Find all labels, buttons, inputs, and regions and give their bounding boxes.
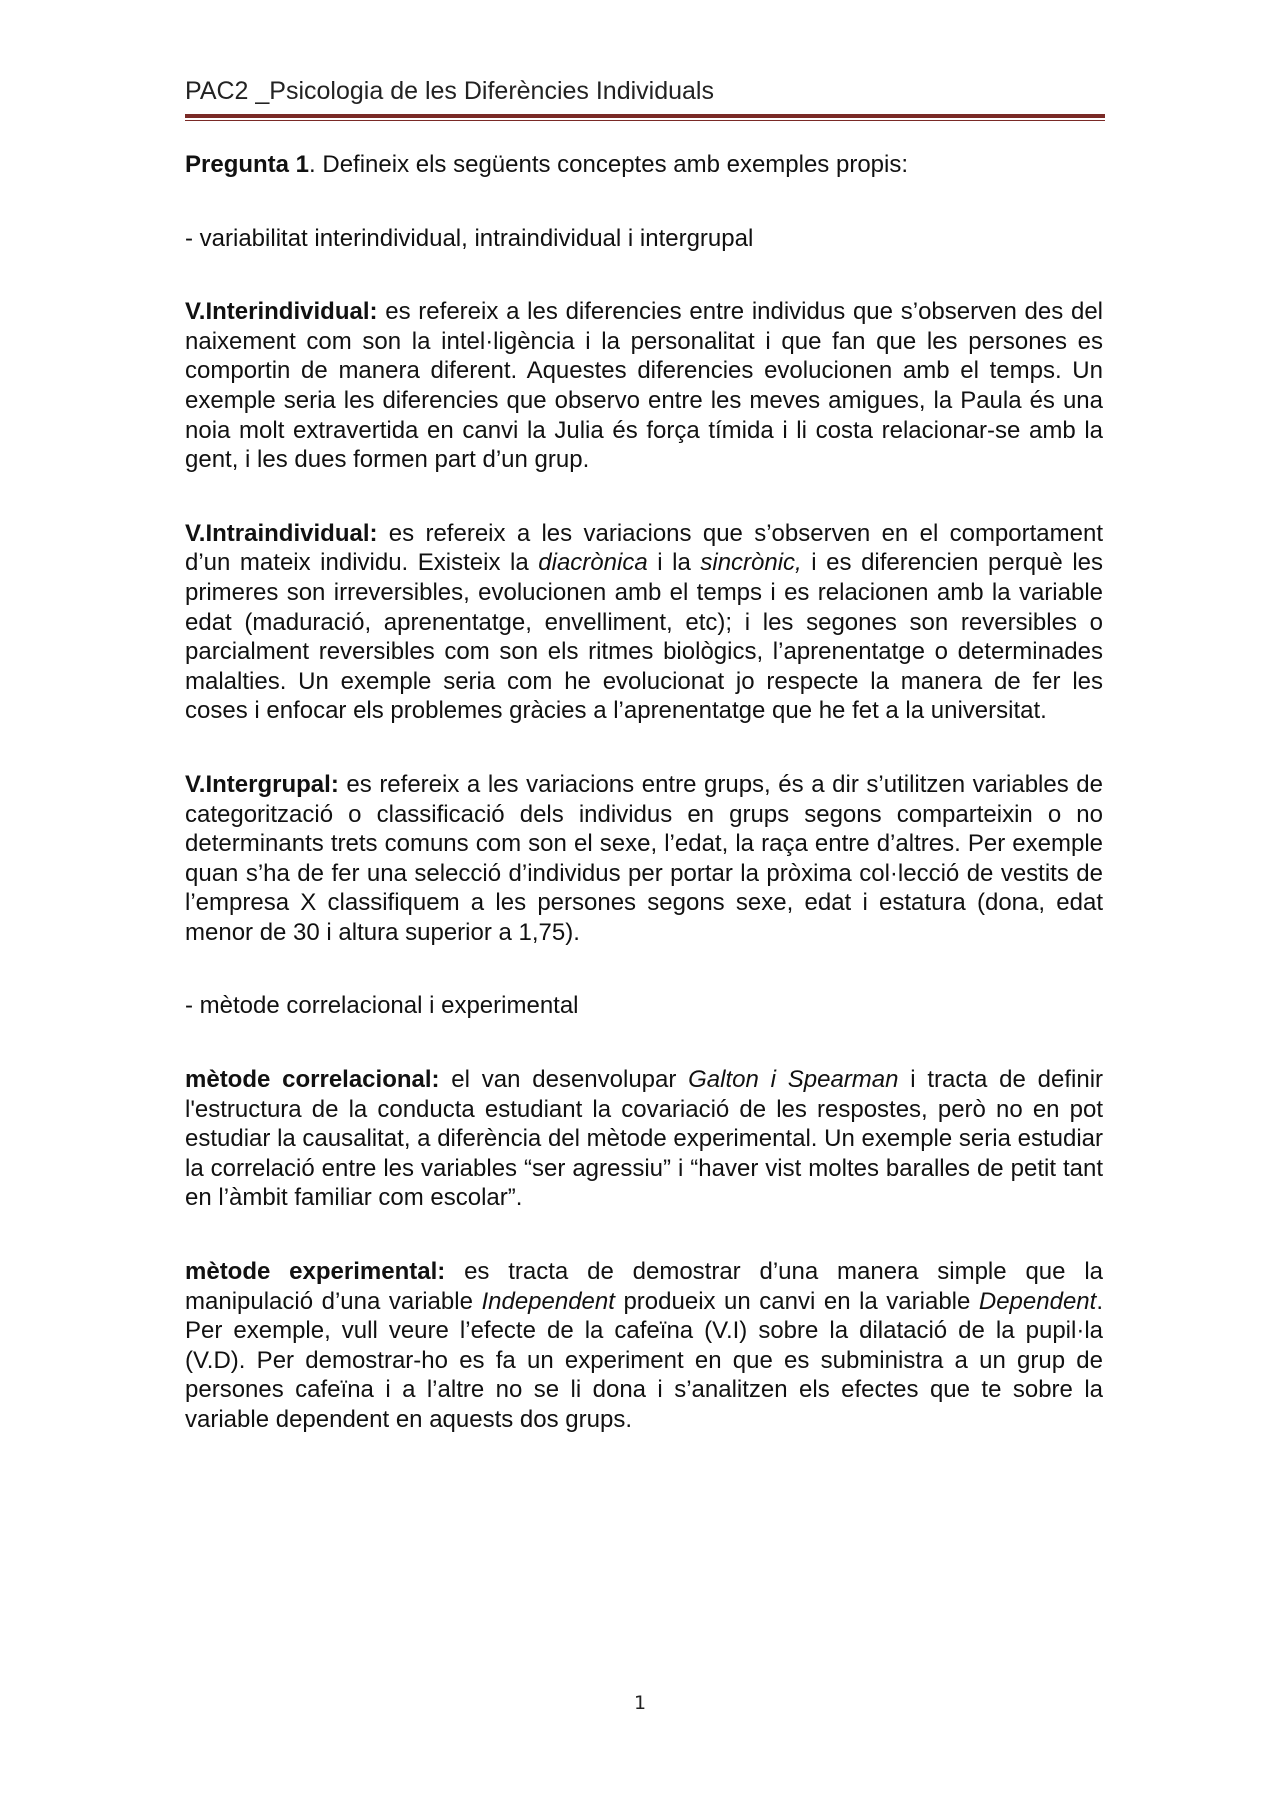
experimental-term: mètode experimental:: [185, 1258, 446, 1286]
experimental-text-1: es tracta de demostrar d’una manera simple que la manipulació d’una variable: [185, 1258, 1103, 1315]
correlacional-text-1: el van desenvolupar: [439, 1066, 689, 1094]
header-rule-thick: [185, 114, 1105, 118]
correlacional-paragraph: [185, 1065, 1103, 1213]
question-line: [185, 150, 1103, 180]
intraindividual-term: V.Intraindividual:: [185, 519, 378, 547]
intraindividual-text-1: es refereix a les variacions que s’observen en el comportament d’un mateix individu. Existeix la: [185, 519, 1103, 577]
intraindividual-paragraph: [185, 519, 1103, 726]
section1-heading: - variabilitat interindividual, intraindividual i intergrupal: [185, 224, 754, 252]
header-title: PAC2 _Psicologia de les Diferències Individuals: [185, 77, 714, 105]
experimental-text-3: . Per exemple, vull veure l’efecte de la cafeïna (V.I) sobre la dilatació de la pupil·la (V.D). Per demostrar-ho es fa un experiment en que es subministra a un grup de persones cafeïna i a l’altre no se li dona i s’analitzen els efectes que te sobre la variable dependent en aquests dos grups.: [185, 1287, 1103, 1433]
intraindividual-italic-1: diacrònica: [538, 549, 648, 577]
intergrupal-term: V.Intergrupal:: [185, 770, 339, 798]
interindividual-term: V.Interindividual:: [185, 298, 378, 326]
interindividual-text: es refereix a les diferencies entre individus que s’observen des del naixement com son la intel·ligència i la personalitat i que fan que les persones es comportin de manera diferent. Aquestes diferencies evolucionen amb el temps. Un exemple seria les diferencies que observo entre les meves amigues, la Paula és una noia molt extravertida en canvi la Julia és força tímida i li costa relacionar-se amb la gent, i les dues formen part d’un grup.: [185, 298, 1103, 474]
intergrupal-text: es refereix a les variacions entre grups, és a dir s’utilitzen variables de categorització o classificació dels individus en grups segons comparteixin o no determinants trets comuns com son el sexe, l’edat, la raça entre d’altres. Per exemple quan s’ha de fer una selecció d’individus per portar la pròxima col·lecció de vestits de l’empresa X classifiquem a les persones segons sexe, edat i estatura (dona, edat menor de 30 i altura superior a 1,75).: [185, 770, 1103, 946]
header-rule-thin: [185, 120, 1105, 121]
section2-heading: - mètode correlacional i experimental: [185, 992, 579, 1020]
correlacional-text-2: i tracta de definir l'estructura de la conducta estudiant la covariació de les respostes, però no en pot estudiar la causalitat, a diferència del mètode experimental. Un exemple seria estudiar la correlació entre les variables “ser agressiu” i “haver vist moltes baralles de petit tant en l’àmbit familiar com escolar”.: [185, 1066, 1104, 1212]
intraindividual-text-3: i es diferencien perquè les primeres son irreversibles, evolucionen amb el temps i es relacionen amb la variable edat (maduració, aprenentatge, envelliment, etc); i les segones son reversibles o parcialment reversibles com son els ritmes biològics, l’aprenentatge o determinades malalties. Un exemple seria com he evolucionat jo respecte la manera de fer les coses i enfocar els problemes gràcies a l’aprenentatge que he fet a la universitat.: [185, 549, 1104, 725]
interindividual-paragraph: [185, 297, 1103, 475]
page-number: 1: [633, 1692, 647, 1714]
experimental-italic-2: Dependent: [978, 1287, 1097, 1315]
page-header: [185, 76, 1105, 121]
experimental-text-2: produeix un canvi en la variable: [614, 1287, 979, 1315]
document-body: [185, 150, 1103, 1435]
question-text: . Defineix els següents conceptes amb exemples propis:: [309, 151, 909, 178]
question-label: Pregunta 1: [185, 151, 310, 178]
correlacional-italic-1: Galton i Spearman: [688, 1066, 899, 1094]
correlacional-term: mètode correlacional:: [185, 1066, 440, 1094]
intraindividual-text-2: i la: [647, 549, 701, 577]
intraindividual-italic-2: sincrònic,: [700, 549, 802, 577]
experimental-italic-1: Independent: [481, 1287, 615, 1315]
experimental-paragraph: [185, 1257, 1103, 1435]
intergrupal-paragraph: [185, 770, 1103, 948]
